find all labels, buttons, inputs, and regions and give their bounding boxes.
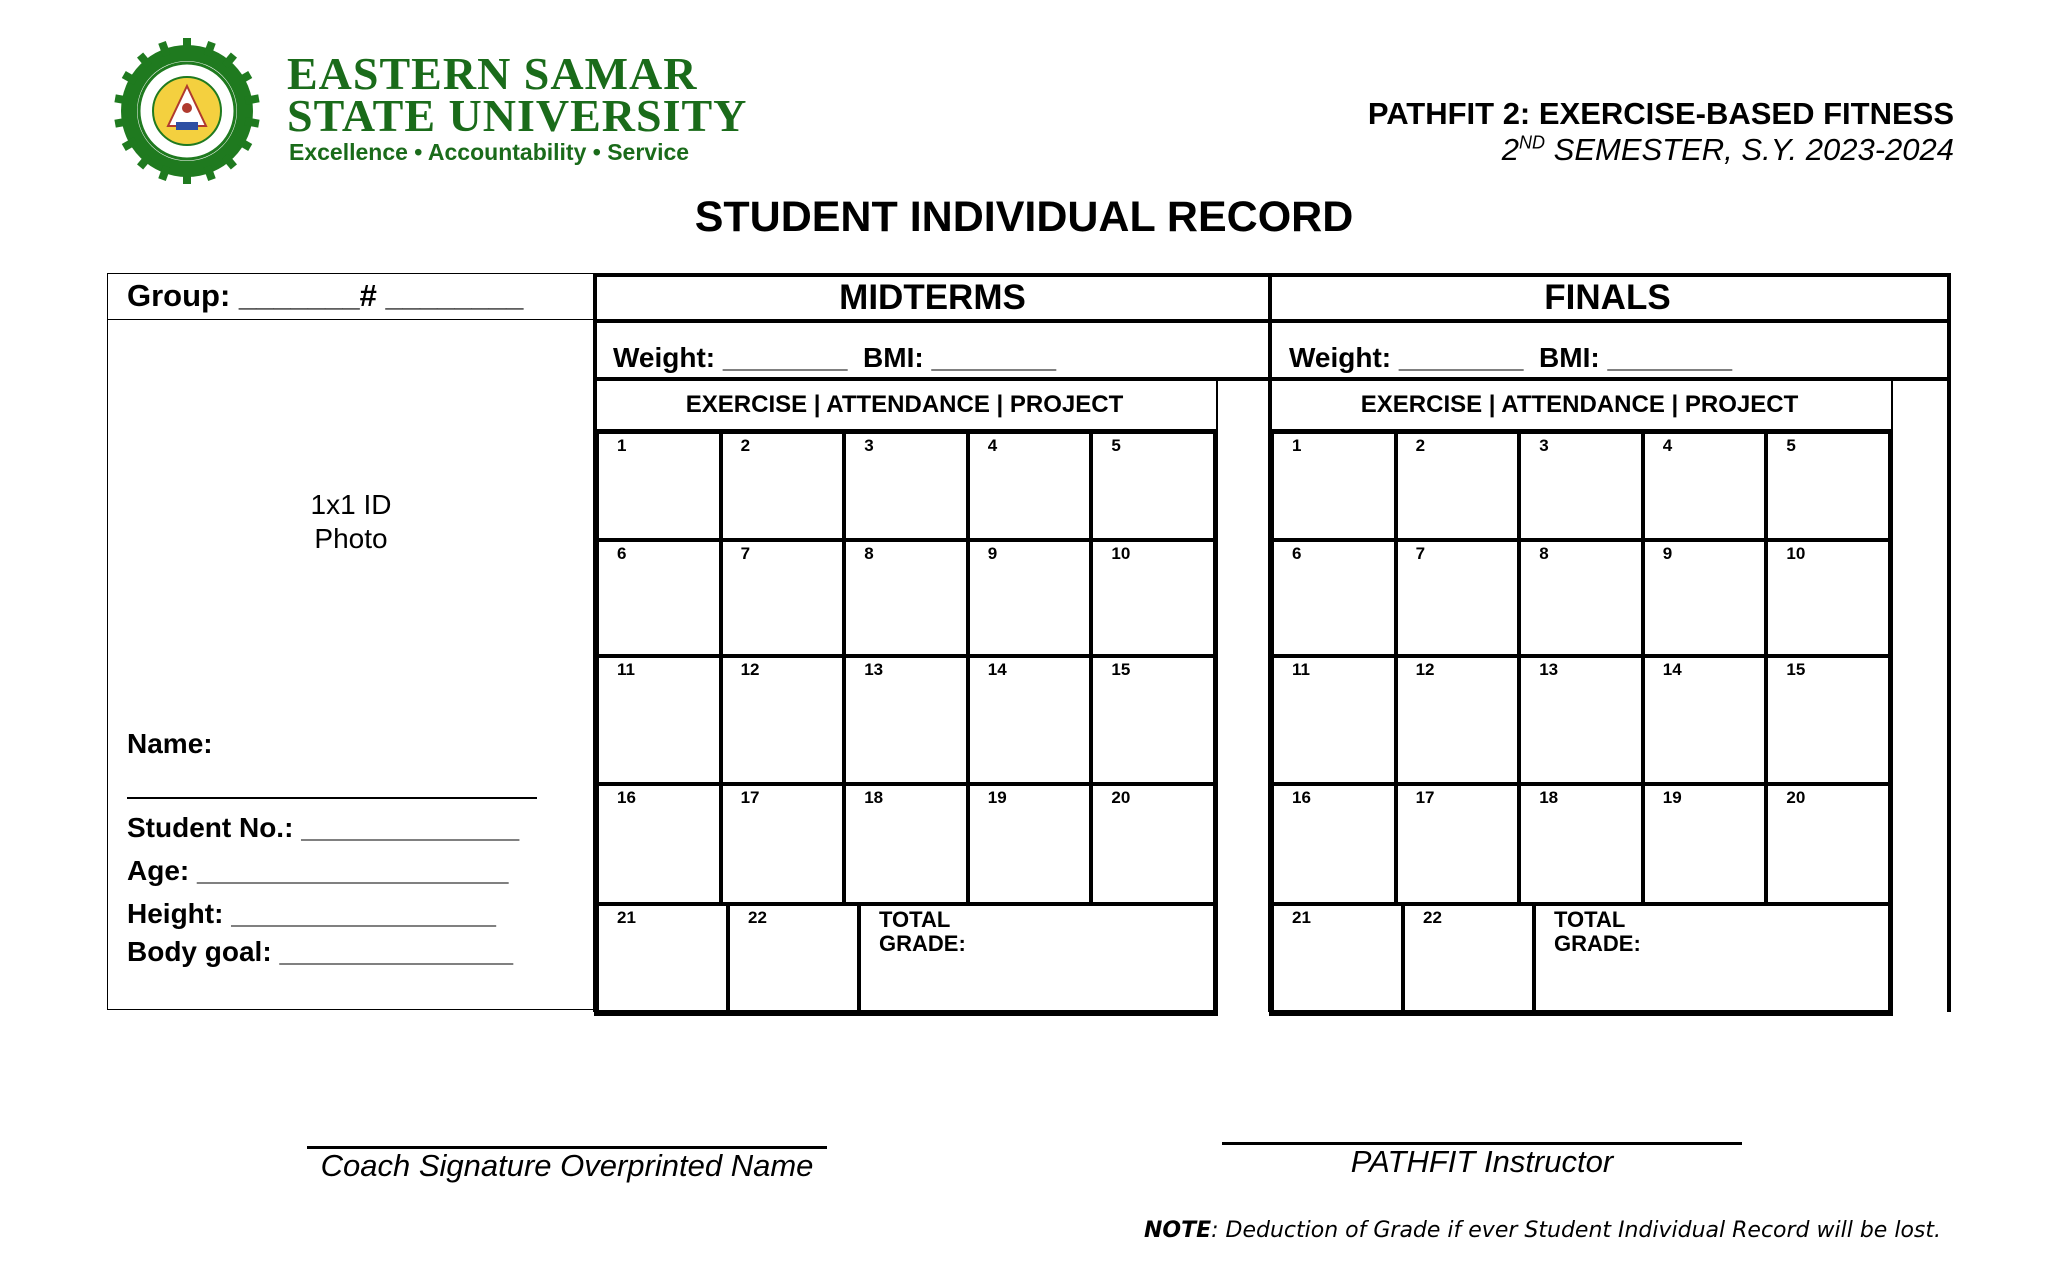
finals-title: FINALS	[1544, 278, 1671, 317]
midterms-cell[interactable]	[1091, 540, 1215, 656]
finals-cell[interactable]	[1519, 656, 1643, 784]
finals-cell[interactable]	[1396, 540, 1520, 656]
finals-weight-bmi: Weight: ________ BMI: ________	[1289, 342, 1733, 373]
course-title: PATHFIT 2: EXERCISE-BASED FITNESS	[1367, 96, 1954, 131]
cell-number: 1	[617, 436, 627, 455]
midterms-cell[interactable]	[721, 656, 845, 784]
midterms-cell[interactable]	[1091, 656, 1215, 784]
age-field: Age: ____________________	[127, 855, 509, 886]
finals-cell[interactable]	[1519, 432, 1643, 540]
finals-subheader-box	[1268, 380, 1892, 432]
midterms-cell[interactable]	[844, 656, 968, 784]
finals-cell[interactable]	[1403, 904, 1534, 1012]
cell-number: 6	[617, 544, 627, 563]
finals-cell[interactable]	[1766, 784, 1890, 904]
finals-cell[interactable]	[1643, 540, 1767, 656]
body-goal-field: Body goal: _______________	[127, 936, 514, 967]
midterms-cell[interactable]	[844, 540, 968, 656]
total-line2: GRADE:	[1554, 931, 1641, 956]
finals-cell[interactable]	[1272, 432, 1396, 540]
cell-number: 5	[1111, 436, 1121, 455]
cell-number: 17	[1415, 788, 1435, 807]
midterms-grid	[594, 432, 1218, 1016]
university-motto: Excellence • Accountability • Service	[289, 139, 690, 165]
finals-cell[interactable]	[1643, 784, 1767, 904]
midterms-cell[interactable]	[728, 904, 859, 1012]
midterms-cell[interactable]	[597, 432, 721, 540]
finals-total-grade-cell[interactable]	[1534, 904, 1890, 1012]
midterms-cell[interactable]	[597, 904, 728, 1012]
cell-number: 7	[740, 544, 751, 563]
midterms-weight-bmi: Weight: ________ BMI: ________	[613, 342, 1057, 373]
midterms-cell[interactable]	[1091, 432, 1215, 540]
photo-placeholder	[107, 488, 595, 556]
cell-number: 10	[1111, 544, 1131, 563]
cell-number: 20	[1786, 788, 1806, 807]
cell-number: 8	[1539, 544, 1549, 563]
semester-ordinal: 2	[1501, 132, 1520, 167]
cell-number: 22	[1423, 908, 1442, 927]
midterms-title: MIDTERMS	[839, 278, 1026, 317]
cell-number: 18	[1539, 788, 1559, 807]
total-line2: GRADE:	[879, 931, 966, 956]
name-label: Name:	[127, 728, 213, 759]
group-divider	[107, 319, 595, 320]
finals-cell[interactable]	[1396, 656, 1520, 784]
finals-subheader: EXERCISE | ATTENDANCE | PROJECT	[1360, 390, 1799, 418]
midterms-cell[interactable]	[968, 784, 1092, 904]
cell-number: 11	[617, 660, 635, 679]
cell-number: 12	[740, 660, 760, 679]
midterms-cell[interactable]	[968, 656, 1092, 784]
total-grade-label	[879, 908, 966, 956]
finals-cell[interactable]	[1272, 904, 1403, 1012]
cell-number: 10	[1786, 544, 1806, 563]
height-field: Height: _________________	[127, 898, 496, 929]
midterms-cell[interactable]	[721, 784, 845, 904]
cell-number: 21	[1292, 908, 1311, 927]
finals-cell[interactable]	[1766, 432, 1890, 540]
university-name-line2: STATE UNIVERSITY	[287, 90, 748, 141]
midterms-cell[interactable]	[844, 784, 968, 904]
cell-number: 11	[1292, 660, 1310, 679]
cell-number: 13	[1539, 660, 1559, 679]
finals-cell[interactable]	[1396, 784, 1520, 904]
semester-suffix: ND	[1519, 132, 1546, 153]
coach-signature-label: Coach Signature Overprinted Name	[320, 1148, 814, 1183]
midterms-cell[interactable]	[721, 540, 845, 656]
name-underline	[127, 797, 537, 799]
cell-number: 21	[617, 908, 636, 927]
midterms-cell[interactable]	[844, 432, 968, 540]
university-seal-logo	[114, 38, 260, 184]
cell-number: 14	[987, 660, 1007, 679]
instructor-signature-label: PATHFIT Instructor	[1350, 1144, 1614, 1179]
cell-number: 9	[1662, 544, 1673, 563]
cell-number: 16	[1292, 788, 1311, 807]
finals-cell[interactable]	[1766, 540, 1890, 656]
midterms-total-grade-cell[interactable]	[859, 904, 1215, 1012]
photo-label-line1: 1x1 ID	[310, 489, 392, 520]
cell-number: 6	[1292, 544, 1302, 563]
cell-number: 3	[1539, 436, 1549, 455]
cell-number: 9	[987, 544, 998, 563]
cell-number: 7	[1415, 544, 1426, 563]
cell-number: 19	[987, 788, 1007, 807]
student-no-field: Student No.: ______________	[127, 812, 520, 843]
cell-number: 5	[1786, 436, 1796, 455]
footer-note	[1144, 1218, 1941, 1243]
university-name	[287, 48, 748, 141]
finals-cell[interactable]	[1766, 656, 1890, 784]
cell-number: 13	[864, 660, 884, 679]
finals-cell[interactable]	[1519, 784, 1643, 904]
midterms-subheader: EXERCISE | ATTENDANCE | PROJECT	[685, 390, 1124, 418]
total-line1: TOTAL	[879, 907, 951, 932]
cell-number: 22	[748, 908, 767, 927]
university-name-line1: EASTERN SAMAR	[287, 48, 698, 99]
midterms-cell[interactable]	[968, 540, 1092, 656]
finals-cell[interactable]	[1643, 432, 1767, 540]
cell-number: 15	[1786, 660, 1806, 679]
semester-rest: SEMESTER, S.Y. 2023-2024	[1545, 132, 1954, 167]
finals-cell[interactable]	[1272, 784, 1396, 904]
midterms-cell[interactable]	[968, 432, 1092, 540]
cell-number: 2	[1415, 436, 1426, 455]
midterms-cell[interactable]	[597, 656, 721, 784]
finals-cell[interactable]	[1519, 540, 1643, 656]
midterms-subheader-box	[593, 380, 1217, 432]
document-title: STUDENT INDIVIDUAL RECORD	[694, 193, 1354, 241]
cell-number: 4	[1662, 436, 1673, 455]
cell-number: 20	[1111, 788, 1131, 807]
cell-number: 3	[864, 436, 874, 455]
note-text: : Deduction of Grade if ever Student Individual Record will be lost.	[1211, 1218, 1941, 1243]
finals-cell[interactable]	[1643, 656, 1767, 784]
total-line1: TOTAL	[1554, 907, 1626, 932]
cell-number: 1	[1292, 436, 1302, 455]
midterms-cell[interactable]	[597, 540, 721, 656]
photo-label-line2: Photo	[314, 523, 388, 554]
cell-number: 8	[864, 544, 874, 563]
cell-number: 14	[1662, 660, 1682, 679]
cell-number: 17	[740, 788, 760, 807]
cell-number: 4	[987, 436, 998, 455]
cell-number: 15	[1111, 660, 1131, 679]
cell-number: 19	[1662, 788, 1682, 807]
finals-cell[interactable]	[1396, 432, 1520, 540]
finals-cell[interactable]	[1272, 540, 1396, 656]
cell-number: 12	[1415, 660, 1435, 679]
midterms-cell[interactable]	[597, 784, 721, 904]
cell-number: 16	[617, 788, 636, 807]
cell-number: 2	[740, 436, 751, 455]
midterms-cell[interactable]	[1091, 784, 1215, 904]
semester-line	[1502, 132, 1954, 168]
finals-cell[interactable]	[1272, 656, 1396, 784]
group-field: Group: _______# ________	[127, 278, 524, 313]
cell-number: 18	[864, 788, 884, 807]
total-grade-label	[1554, 908, 1641, 956]
finals-grid	[1269, 432, 1893, 1016]
midterms-cell[interactable]	[721, 432, 845, 540]
note-label: NOTE	[1143, 1218, 1212, 1243]
